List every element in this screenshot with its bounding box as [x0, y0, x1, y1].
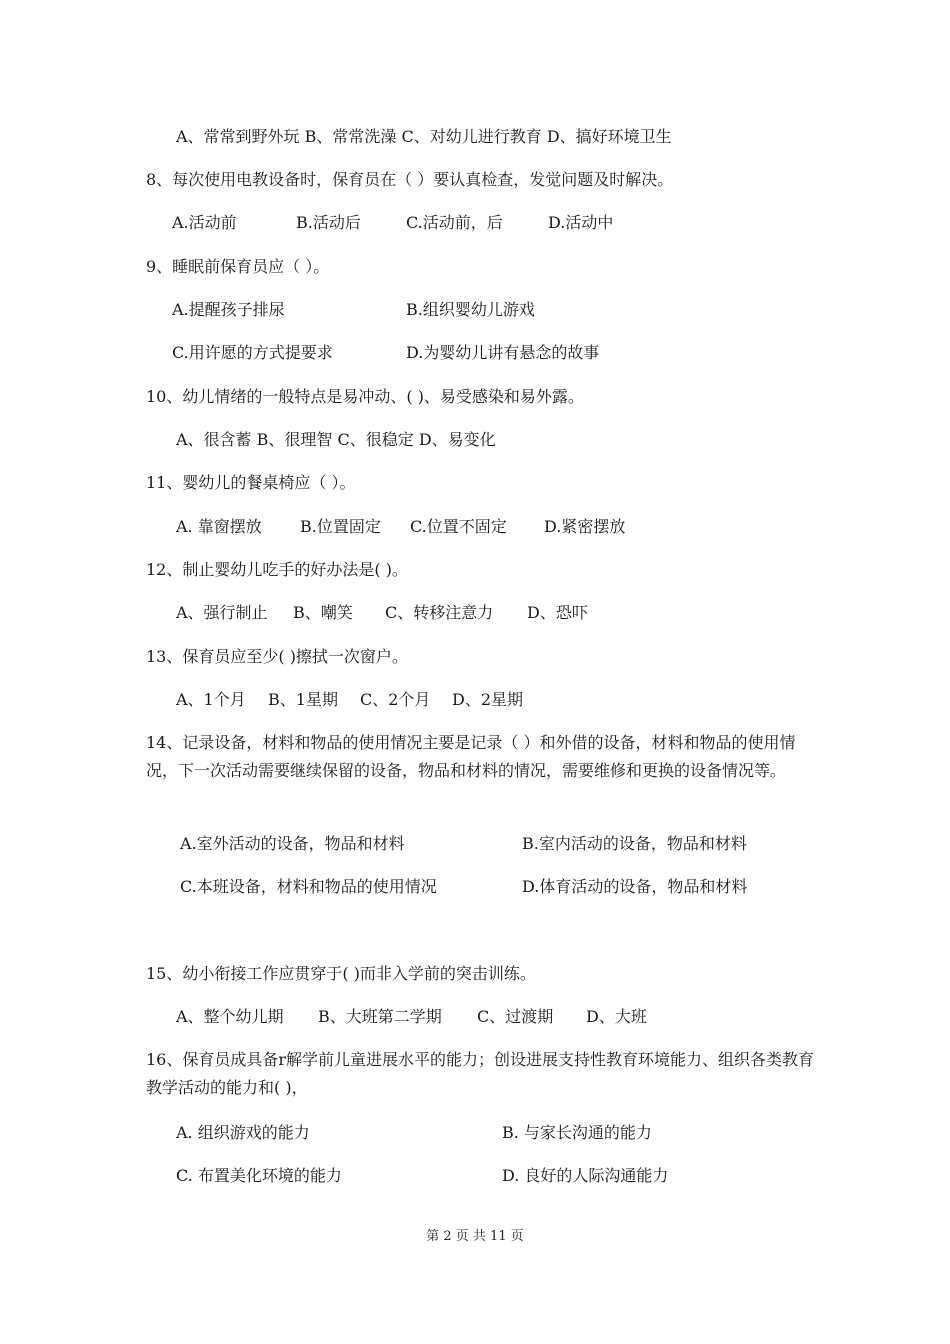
q15-option-c: C、过渡期 — [477, 1007, 554, 1026]
q8-option-a: A.活动前 — [172, 213, 237, 232]
q16-option-d: D. 良好的人际沟通能力 — [502, 1166, 669, 1185]
q9-option-d: D.为婴幼儿讲有悬念的故事 — [406, 343, 600, 362]
q13-option-b: B、1星期 — [268, 690, 338, 709]
q8-stem: 8、每次使用电教设备时，保育员在（ ）要认真检查，发觉问题及时解决。 — [146, 170, 674, 189]
q13-option-a: A、1个月 — [176, 690, 246, 709]
q13-option-d: D、2星期 — [452, 690, 524, 709]
q8-option-c: C.活动前，后 — [406, 213, 503, 232]
page-footer: 第 2 页 共 11 页 — [426, 1229, 524, 1244]
q11-option-b: B.位置固定 — [300, 517, 381, 536]
q8-option-d: D.活动中 — [548, 213, 614, 232]
q11-stem: 11、婴幼儿的餐桌椅应（ ）。 — [146, 473, 356, 492]
q11-option-d: D.紧密摆放 — [544, 517, 626, 536]
q12-option-a: A、强行制止 — [176, 603, 268, 622]
q12-option-c: C、转移注意力 — [385, 603, 494, 622]
q13-option-c: C、2个月 — [360, 690, 431, 709]
q15-option-b: B、大班第二学期 — [318, 1007, 442, 1026]
q14-stem: 14、记录设备，材料和物品的使用情况主要是记录（ ）和外借的设备，材料和物品的使用情况，下一次活动需要继续保留的设备，物品和材料的情况，需要维修和更换的设备情况等。 — [146, 733, 796, 780]
q9-option-c: C.用许愿的方式提要求 — [172, 343, 333, 362]
q10-options: A、很含蓄 B、很理智 C、很稳定 D、易变化 — [176, 430, 496, 449]
q8-option-b: B.活动后 — [296, 213, 361, 232]
q15-stem: 15、幼小衔接工作应贯穿于( )而非入学前的突击训练。 — [146, 964, 536, 983]
q15-option-a: A、整个幼儿期 — [176, 1007, 284, 1026]
q9-option-a: A.提醒孩子排尿 — [172, 300, 285, 319]
q14-option-d: D.体育活动的设备，物品和材料 — [522, 877, 748, 896]
q15-option-d: D、大班 — [586, 1007, 647, 1026]
q16-option-b: B. 与家长沟通的能力 — [502, 1123, 652, 1142]
q10-stem: 10、幼儿情绪的一般特点是易冲动、( )、易受感染和易外露。 — [146, 387, 584, 406]
q14-option-a: A.室外活动的设备，物品和材料 — [180, 834, 405, 853]
q16-option-a: A. 组织游戏的能力 — [176, 1123, 310, 1142]
q12-stem: 12、制止婴幼儿吃手的好办法是( )。 — [146, 560, 408, 579]
q11-option-c: C.位置不固定 — [410, 517, 507, 536]
q16-stem: 16、保育员成具备r解学前儿童进展水平的能力；创设进展支持性教育环境能力、组织各类教育教学活动的能力和( )， — [146, 1050, 815, 1097]
q9-stem: 9、睡眠前保育员应（ ）。 — [146, 257, 330, 276]
q16-option-c: C. 布置美化环境的能力 — [176, 1166, 342, 1185]
q11-option-a: A. 靠窗摆放 — [176, 517, 262, 536]
q9-option-b: B.组织婴幼儿游戏 — [406, 300, 535, 319]
q12-option-b: B、嘲笑 — [293, 603, 353, 622]
q7-options: A、常常到野外玩 B、常常洗澡 C、对幼儿进行教育 D、搞好环境卫生 — [176, 127, 672, 146]
q13-stem: 13、保育员应至少( )擦拭一次窗户。 — [146, 647, 408, 666]
q12-option-d: D、恐吓 — [527, 603, 588, 622]
q14-option-c: C.本班设备，材料和物品的使用情况 — [180, 877, 437, 896]
q14-option-b: B.室内活动的设备，物品和材料 — [522, 834, 747, 853]
